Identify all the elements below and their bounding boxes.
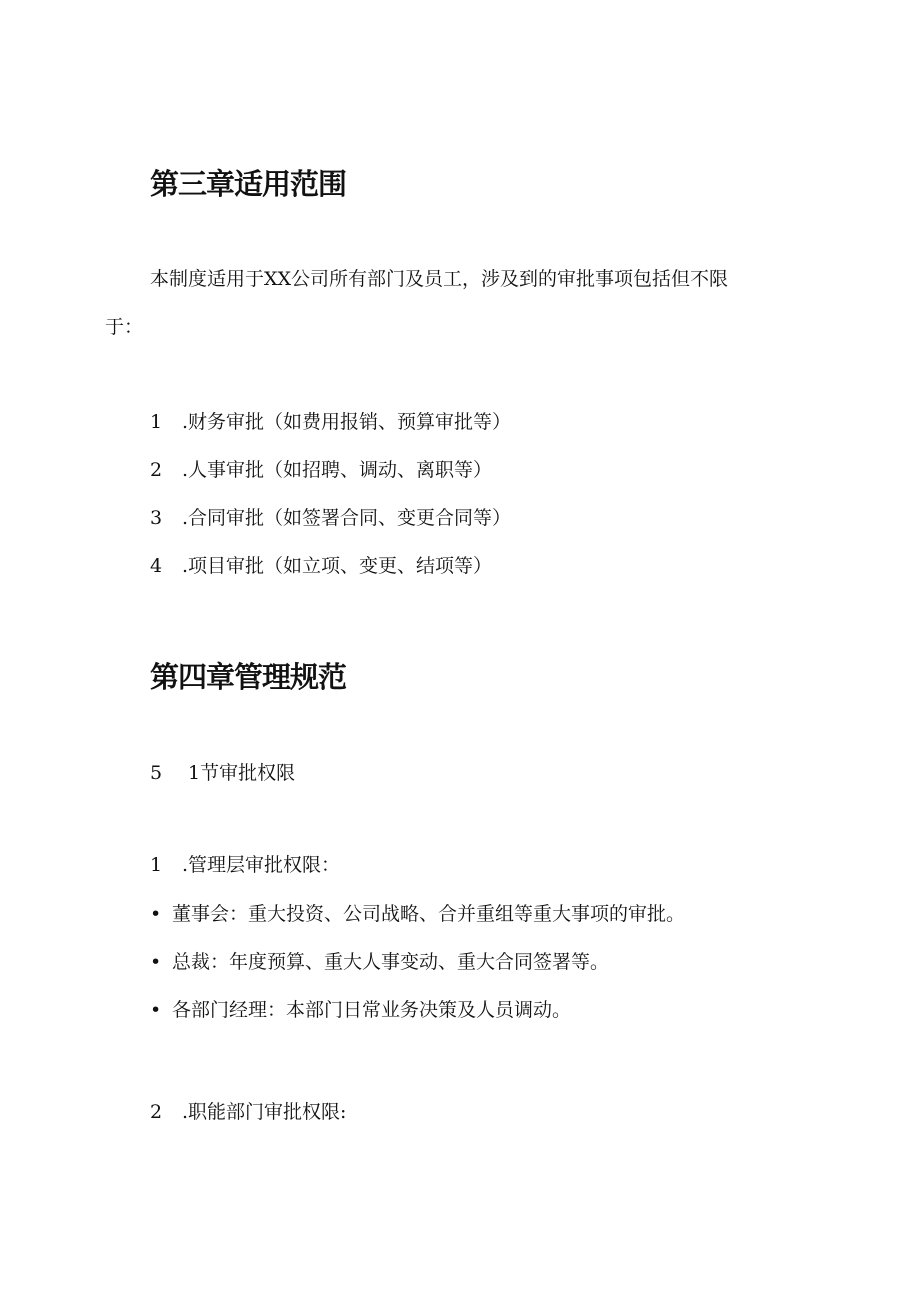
- list-item-text: .合同审批（如签署合同、变更合同等）: [182, 507, 512, 529]
- chapter-4-heading: 第四章管理规范: [150, 660, 347, 694]
- chapter-3-intro-line-1: 本制度适用于XX公司所有部门及员工，涉及到的审批事项包括但不限: [150, 268, 729, 290]
- bullet-item: [150, 905, 685, 924]
- list-item-text: .人事审批（如招聘、调动、离职等）: [182, 459, 493, 481]
- subsection-heading: [150, 856, 340, 875]
- list-item-number: 4: [150, 555, 163, 577]
- section-number: 5: [150, 762, 163, 784]
- subsection-heading: [150, 1103, 346, 1122]
- bullet-item: [150, 1001, 571, 1020]
- chapter-3-heading: 第三章适用范围: [150, 167, 347, 201]
- list-item: [150, 509, 511, 528]
- list-item: [150, 461, 492, 480]
- bullet-icon: •: [150, 999, 162, 1021]
- bullet-text: 总裁：年度预算、重大人事变动、重大合同签署等。: [172, 951, 610, 973]
- bullet-icon: •: [150, 951, 162, 973]
- section-heading: [150, 764, 295, 783]
- list-item-text: .财务审批（如费用报销、预算审批等）: [182, 411, 512, 433]
- list-item-number: 2: [150, 459, 163, 481]
- list-item-text: .项目审批（如立项、变更、结项等）: [182, 555, 493, 577]
- subsection-title: .职能部门审批权限:: [182, 1101, 347, 1123]
- subsection-title: .管理层审批权限：: [182, 854, 341, 876]
- list-item: [150, 413, 511, 432]
- list-item: [150, 557, 492, 576]
- bullet-text: 董事会：重大投资、公司战略、合并重组等重大事项的审批。: [172, 903, 686, 925]
- chapter-3-intro-line-2: 于：: [105, 316, 144, 338]
- list-item-number: 3: [150, 507, 163, 529]
- section-title: 1节审批权限: [188, 762, 296, 784]
- bullet-icon: •: [150, 903, 162, 925]
- list-item-number: 1: [150, 411, 163, 433]
- bullet-text: 各部门经理：本部门日常业务决策及人员调动。: [172, 999, 572, 1021]
- bullet-item: [150, 953, 609, 972]
- subsection-number: 2: [150, 1101, 163, 1123]
- subsection-number: 1: [150, 854, 163, 876]
